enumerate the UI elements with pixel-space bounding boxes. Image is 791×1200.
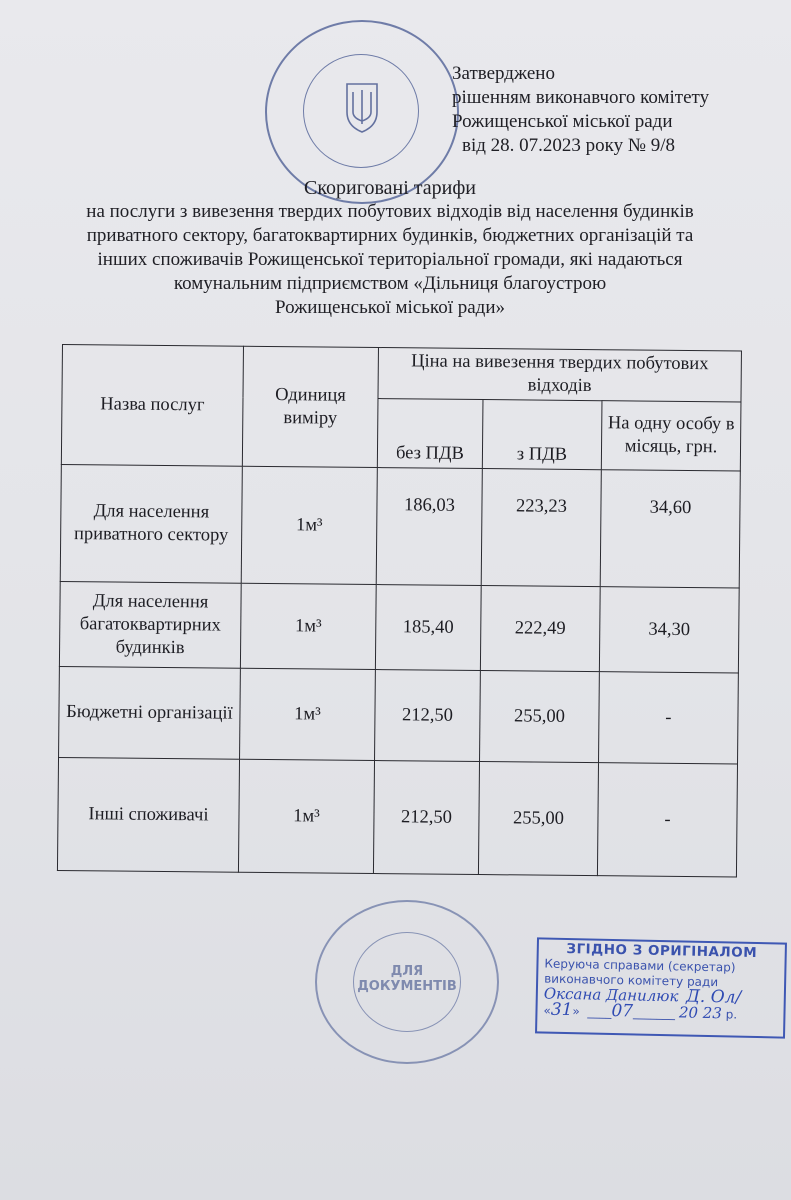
title-line-2: на послуги з вивезення твердих побутових відходів від населення будинків <box>86 201 694 222</box>
title-line-1: Скориговані тарифи <box>304 177 476 199</box>
table-row <box>59 666 739 764</box>
certify-year: 20 23 <box>678 1003 723 1023</box>
header-price-group: Ціна на вивезення твердих побутових відходів <box>378 348 741 402</box>
cell-with-vat: 222,49 <box>480 586 600 672</box>
approval-line-3: Рожищенської міської ради <box>452 111 673 132</box>
title-line-3: приватного сектору, багатоквартирних будинків, бюджетних організацій та <box>86 225 694 246</box>
certify-day: 31 <box>550 999 573 1021</box>
cell-with-vat: 223,23 <box>481 469 601 587</box>
certify-header: ЗГІДНО З ОРИГІНАЛОМ <box>566 941 758 962</box>
cell-unit: 1м³ <box>240 668 376 760</box>
table-row <box>60 464 740 588</box>
certified-copy-stamp <box>535 937 787 1038</box>
official-seal-bottom <box>315 900 499 1064</box>
table-row <box>57 757 737 877</box>
approval-line-2: рішенням виконавчого комітету <box>452 87 710 108</box>
header-per-person: На одну особу в місяць, грн. <box>601 401 741 471</box>
certify-date-line: «31» ____07_______ 20 23 р. <box>543 999 738 1023</box>
tariff-table <box>57 344 742 878</box>
seal-center-line-2: ДОКУМЕНТІВ <box>357 979 457 994</box>
cell-no-vat: 212,50 <box>373 761 479 875</box>
title-line-4: інших споживачів Рожищенської територіальної громади, які надаються <box>97 249 683 270</box>
cell-no-vat: 212,50 <box>375 670 481 762</box>
header-with-vat: з ПДВ <box>482 400 602 470</box>
table-row <box>59 581 739 673</box>
cell-per-person: - <box>599 672 739 764</box>
cell-per-person: 34,30 <box>599 587 739 673</box>
cell-service: Бюджетні організації <box>59 666 241 759</box>
cell-with-vat: 255,00 <box>480 671 600 763</box>
certify-name: Оксана Данилюк <box>543 984 679 1006</box>
document-title <box>20 176 760 320</box>
cell-service: Для населення багатоквартирних будинків <box>59 581 241 668</box>
signature: Д. Ол/ <box>685 986 742 1008</box>
approval-line-1: Затверджено <box>452 63 555 84</box>
cell-unit: 1м³ <box>238 759 374 873</box>
certify-line-2: виконавчого комітету ради <box>544 971 719 990</box>
cell-with-vat: 255,00 <box>478 762 598 876</box>
seal-center-line-1: ДЛЯ <box>390 964 424 979</box>
certify-year-suffix: р. <box>725 1007 738 1022</box>
approval-block <box>452 62 709 158</box>
header-unit: Одиниця виміру <box>242 346 378 467</box>
certify-month: 07 <box>611 1000 634 1022</box>
header-service: Назва послуг <box>61 345 243 467</box>
approval-line-4: від 28. 07.2023 року № 9/8 <box>462 135 676 156</box>
seal-center-text <box>357 964 457 994</box>
cell-service: Інші споживачі <box>57 757 239 872</box>
trident-emblem-icon <box>267 22 457 202</box>
cell-unit: 1м³ <box>240 583 376 669</box>
cell-per-person: 34,60 <box>600 470 740 588</box>
title-line-5: комунальним підприємством «Дільниця благоустрою <box>173 273 607 294</box>
cell-service: Для населення приватного сектору <box>60 464 242 583</box>
table-header-row <box>62 345 741 403</box>
cell-no-vat: 185,40 <box>375 585 481 671</box>
cell-unit: 1м³ <box>241 466 377 584</box>
cell-no-vat: 186,03 <box>376 468 482 586</box>
title-line-6: Рожищенської міської ради» <box>274 297 505 318</box>
certify-line-1: Керуюча справами (секретар) <box>544 956 736 975</box>
cell-per-person: - <box>597 763 737 877</box>
header-no-vat: без ПДВ <box>377 399 483 469</box>
